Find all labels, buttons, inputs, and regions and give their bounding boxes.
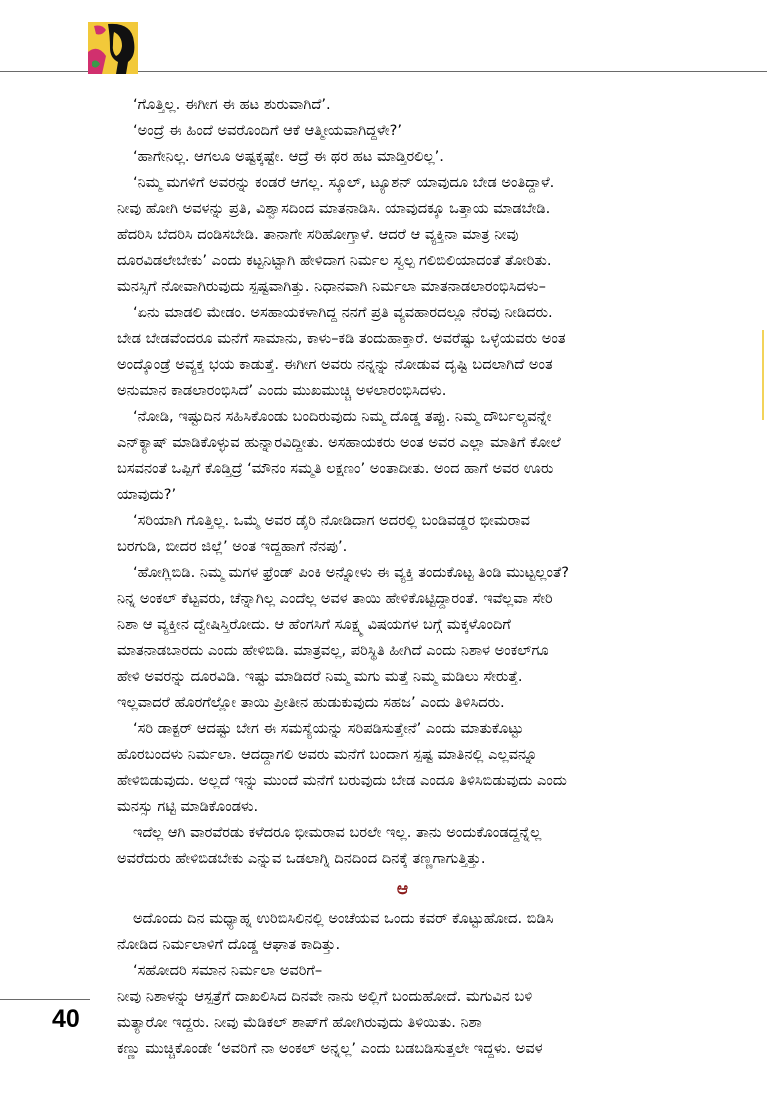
text-line: ‘ಹಾಗೇನಿಲ್ಲ. ಆಗಲೂ ಅಷ್ಟಕ್ಕಷ್ಟೇ. ಆದ್ರೆ ಈ ಥರ ಹಟ ಮಾಡ್ತಿರಲಿಲ್ಲ’.: [133, 148, 444, 165]
magazine-logo: [88, 22, 138, 74]
text-line: ‘ಹೋಗ್ಲಿಬಿಡಿ. ನಿಮ್ಮ ಮಗಳ ಫ್ರೆಂಡ್ ಪಿಂಕಿ ಅನ್ನೋಳು ಈ ವ್ಯಕ್ತಿ ತಂದುಕೊಟ್ಟ ತಿಂಡಿ ಮುಟ್ಟಲ್ಲಂತೆ?: [133, 564, 570, 581]
text-line: ನಿಶಾ ಆ ವ್ಯಕ್ತೀನ ದ್ವೇಷಿಸ್ತಿರೋದು. ಆ ಹೆಂಗಸಿಗೆ ಸೂಕ್ಷ್ಮ ವಿಷಯಗಳ ಬಗ್ಗೆ ಮಕ್ಕಳೊಂದಿಗೆ: [117, 616, 511, 633]
text-line: ದೂರವಿಡಲೇಬೇಕು’ ಎಂದು ಕಟ್ಟನಿಟ್ಟಾಗಿ ಹೇಳಿದಾಗ ನಿರ್ಮಲ ಸ್ವಲ್ಪ ಗಲಿಬಿಲಿಯಾದಂತೆ ತೋರಿತು.: [117, 252, 552, 269]
section-separator-icon: ಆ: [396, 879, 409, 899]
page-number: 40: [52, 1005, 80, 1033]
text-line: ಇಲ್ಲವಾದರೆ ಹೊರಗೆಲ್ಲೋ ತಾಯಿ ಪ್ರೀತೀನ ಹುಡುಕುವುದು ಸಹಜ’ ಎಂದು ತಿಳಿಸಿದರು.: [117, 694, 505, 711]
text-line: ಅದೊಂದು ದಿನ ಮಧ್ಯಾಹ್ನ ಉರಿಬಿಸಿಲಿನಲ್ಲಿ ಅಂಚೆಯವ ಒಂದು ಕವರ್ ಕೊಟ್ಟುಹೋದ. ಬಿಡಿಸಿ: [133, 910, 554, 927]
text-line: ಮನಸ್ಸಿಗೆ ನೋವಾಗಿರುವುದು ಸ್ಪಷ್ಟವಾಗಿತ್ತು. ನಿಧಾನವಾಗಿ ನಿರ್ಮಲಾ ಮಾತನಾಡಲಾರಂಭಿಸಿದಳು–: [117, 278, 546, 295]
text-line: ಹೆದರಿಸಿ ಬೆದರಿಸಿ ದಂಡಿಸಬೇಡಿ. ತಾನಾಗೇ ಸರಿಹೋಗ್ತಾಳೆ. ಆದರೆ ಆ ವ್ಯಕ್ತಿನಾ ಮಾತ್ರ ನೀವು: [117, 226, 519, 243]
text-line: ಹೇಳಿ ಅವರನ್ನು ದೂರವಿಡಿ. ಇಷ್ಟು ಮಾಡಿದರೆ ನಿಮ್ಮ ಮಗು ಮತ್ತೆ ನಿಮ್ಮ ಮಡಿಲು ಸೇರುತ್ತೆ.: [117, 668, 523, 685]
text-line: ನೋಡಿದ ನಿರ್ಮಲಾಳಿಗೆ ದೊಡ್ಡ ಆಘಾತ ಕಾದಿತ್ತು.: [117, 936, 341, 953]
text-line: ನೀವು ಹೋಗಿ ಅವಳನ್ನು ಪ್ರತಿ, ವಿಶ್ವಾಸದಿಂದ ಮಾತನಾಡಿಸಿ. ಯಾವುದಕ್ಕೂ ಒತ್ತಾಯ ಮಾಡಬೇಡಿ.: [117, 200, 551, 217]
text-line: ಅವರೆದುರು ಹೇಳಿಬಿಡಬೇಕು ಎನ್ನುವ ಒಡಲಾಗ್ನಿ ದಿನದಿಂದ ದಿನಕ್ಕೆ ತಣ್ಣಗಾಗುತ್ತಿತ್ತು.: [117, 850, 486, 867]
text-line: ಮಾತನಾಡಬಾರದು ಎಂದು ಹೇಳಿಬಿಡಿ. ಮಾತ್ರವಲ್ಲ, ಪರಿಸ್ಥಿತಿ ಹೀಗಿದೆ ಎಂದು ನಿಶಾಳ ಅಂಕಲ್‌ಗೂ: [117, 642, 549, 659]
footer-rule: [0, 999, 90, 1000]
text-line: ಎನ್‌ಕ್ಯಾಷ್ ಮಾಡಿಕೊಳ್ಳುವ ಹುನ್ನಾರವಿದ್ದೀತು. ಅಸಹಾಯಕರು ಅಂತ ಅವರ ಎಲ್ಲಾ ಮಾತಿಗೆ ಕೋಲೆ: [117, 434, 561, 451]
text-line: ಇದೆಲ್ಲ ಆಗಿ ವಾರವೆರಡು ಕಳೆದರೂ ಭೀಮರಾವ ಬರಲೇ ಇಲ್ಲ. ತಾನು ಅಂದುಕೊಂಡದ್ದನ್ನೆಲ್ಲ: [133, 824, 542, 841]
text-line: ‘ಅಂದ್ರೆ ಈ ಹಿಂದೆ ಅವರೊಂದಿಗೆ ಆಕೆ ಆತ್ಮೀಯವಾಗಿದ್ದಳೇ?’: [133, 122, 403, 139]
text-line: ಅಂದ್ಕೊಂಡ್ರೆ ಅವ್ಯಕ್ತ ಭಯ ಕಾಡುತ್ತೆ. ಈಗೀಗ ಅವರು ನನ್ನನ್ನು ನೋಡುವ ದೃಷ್ಟಿ ಬದಲಾಗಿದೆ ಅಂತ: [117, 356, 553, 373]
text-line: ಯಾವುದು?’: [117, 486, 177, 503]
text-line: ‘ಸಹೋದರಿ ಸಮಾನ ನಿರ್ಮಲಾ ಅವರಿಗೆ–: [133, 962, 323, 979]
text-line: ಅನುಮಾನ ಕಾಡಲಾರಂಭಿಸಿದೆ’ ಎಂದು ಮುಖಮುಚ್ಚಿ ಅಳಲಾರಂಭಿಸಿದಳು.: [117, 382, 447, 399]
text-line: ‘ಏನು ಮಾಡಲಿ ಮೇಡಂ. ಅಸಹಾಯಕಳಾಗಿದ್ದ ನನಗೆ ಪ್ರತಿ ವ್ಯವಹಾರದಲ್ಲೂ ನೆರವು ನೀಡಿದರು.: [133, 304, 553, 321]
text-line: ‘ಸರಿ ಡಾಕ್ಟರ್ ಆದಷ್ಟು ಬೇಗ ಈ ಸಮಸ್ಯೆಯನ್ನು ಸರಿಪಡಿಸುತ್ತೇನೆ’ ಎಂದು ಮಾತುಕೊಟ್ಟು: [133, 720, 524, 737]
text-line: ಹೇಳಿಬಿಡುವುದು. ಅಲ್ಲದೆ ಇನ್ನು ಮುಂದೆ ಮನೆಗೆ ಬರುವುದು ಬೇಡ ಎಂದೂ ತಿಳಿಸಿಬಿಡುವುದು ಎಂದು: [117, 772, 567, 789]
text-line: ‘ನೋಡಿ, ಇಷ್ಟುದಿನ ಸಹಿಸಿಕೊಂಡು ಬಂದಿರುವುದು ನಿಮ್ಮ ದೊಡ್ಡ ತಪ್ಪು. ನಿಮ್ಮ ದೌರ್ಬಲ್ಯವನ್ನೇ: [133, 408, 552, 425]
text-line: ‘ನಿಮ್ಮ ಮಗಳಿಗೆ ಅವರನ್ನು ಕಂಡರೆ ಆಗಲ್ಲ. ಸ್ಕೂಲ್, ಟ್ಯೂಶನ್ ಯಾವುದೂ ಬೇಡ ಅಂತಿದ್ದಾಳೆ.: [133, 174, 555, 191]
text-line: ಕಣ್ಣು ಮುಚ್ಚಿಕೊಂಡೇ ‘ಅವರಿಗೆ ನಾ ಅಂಕಲ್ ಅನ್ನಲ್ಲ’ ಎಂದು ಬಡಬಡಿಸುತ್ತಲೇ ಇದ್ದಳು. ಅವಳ: [117, 1040, 543, 1057]
text-line: ‘ಗೊತ್ತಿಲ್ಲ. ಈಗೀಗ ಈ ಹಟ ಶುರುವಾಗಿದೆ’.: [133, 96, 331, 113]
face-logo-icon: [88, 22, 138, 74]
text-line: ಬಸವನಂತೆ ಒಪ್ಪಿಗೆ ಕೊಡ್ತಿದ್ರೆ ‘ಮೌನಂ ಸಮ್ಮತಿ ಲಕ್ಷಣಂ’ ಅಂತಾದೀತು. ಅಂದ ಹಾಗೆ ಅವರ ಊರು: [117, 460, 554, 477]
text-line: ‘ಸರಿಯಾಗಿ ಗೊತ್ತಿಲ್ಲ. ಒಮ್ಮೆ ಅವರ ಡೈರಿ ನೋಡಿದಾಗ ಅದರಲ್ಲಿ ಬಂಡಿವಡ್ಡರ ಭೀಮರಾವ: [133, 512, 530, 529]
text-line: ಬೇಡ ಬೇಡವೆಂದರೂ ಮನೆಗೆ ಸಾಮಾನು, ಕಾಳು–ಕಡಿ ತಂದುಹಾಕ್ತಾರೆ. ಅವರೆಷ್ಟು ಒಳ್ಳೆಯವರು ಅಂತ: [117, 330, 566, 347]
article-text: [117, 92, 688, 1062]
text-line: ನೀವು ನಿಶಾಳನ್ನು ಆಸ್ಪತ್ರೆಗೆ ದಾಖಲಿಸಿದ ದಿನವೇ ನಾನು ಅಲ್ಲಿಗೆ ಬಂದುಹೋದೆ. ಮಗುವಿನ ಬಳಿ: [117, 988, 533, 1005]
text-line: ಬರಗುಡಿ, ಬೀದರ ಜಿಲ್ಲೆ’ ಅಂತ ಇದ್ದಹಾಗೆ ನೆನಪು’.: [117, 538, 348, 555]
text-line: ನಿನ್ನ ಅಂಕಲ್ ಕೆಟ್ಟವರು, ಚೆನ್ನಾಗಿಲ್ಲ ಎಂದೆಲ್ಲ ಅವಳ ತಾಯಿ ಹೇಳಿಕೊಟ್ಟಿದ್ದಾರಂತೆ. ಇವೆಲ್ಲವಾ ಸೇರಿ: [117, 590, 553, 607]
text-line: ಮತ್ಯಾರೋ ಇದ್ದರು. ನೀವು ಮೆಡಿಕಲ್ ಶಾಪ್‌ಗೆ ಹೋಗಿರುವುದು ತಿಳಿಯಿತು. ನಿಶಾ: [117, 1014, 482, 1031]
text-line: ಹೊರಬಂದಳು ನಿರ್ಮಲಾ. ಆದದ್ದಾಗಲಿ ಅವರು ಮನೆಗೆ ಬಂದಾಗ ಸ್ಪಷ್ಟ ಮಾತಿನಲ್ಲಿ ಎಲ್ಲವನ್ನೂ: [117, 746, 538, 763]
text-line: ಮನಸ್ಸು ಗಟ್ಟಿ ಮಾಡಿಕೊಂಡಳು.: [117, 798, 259, 815]
page-edge-mark: [762, 330, 764, 420]
